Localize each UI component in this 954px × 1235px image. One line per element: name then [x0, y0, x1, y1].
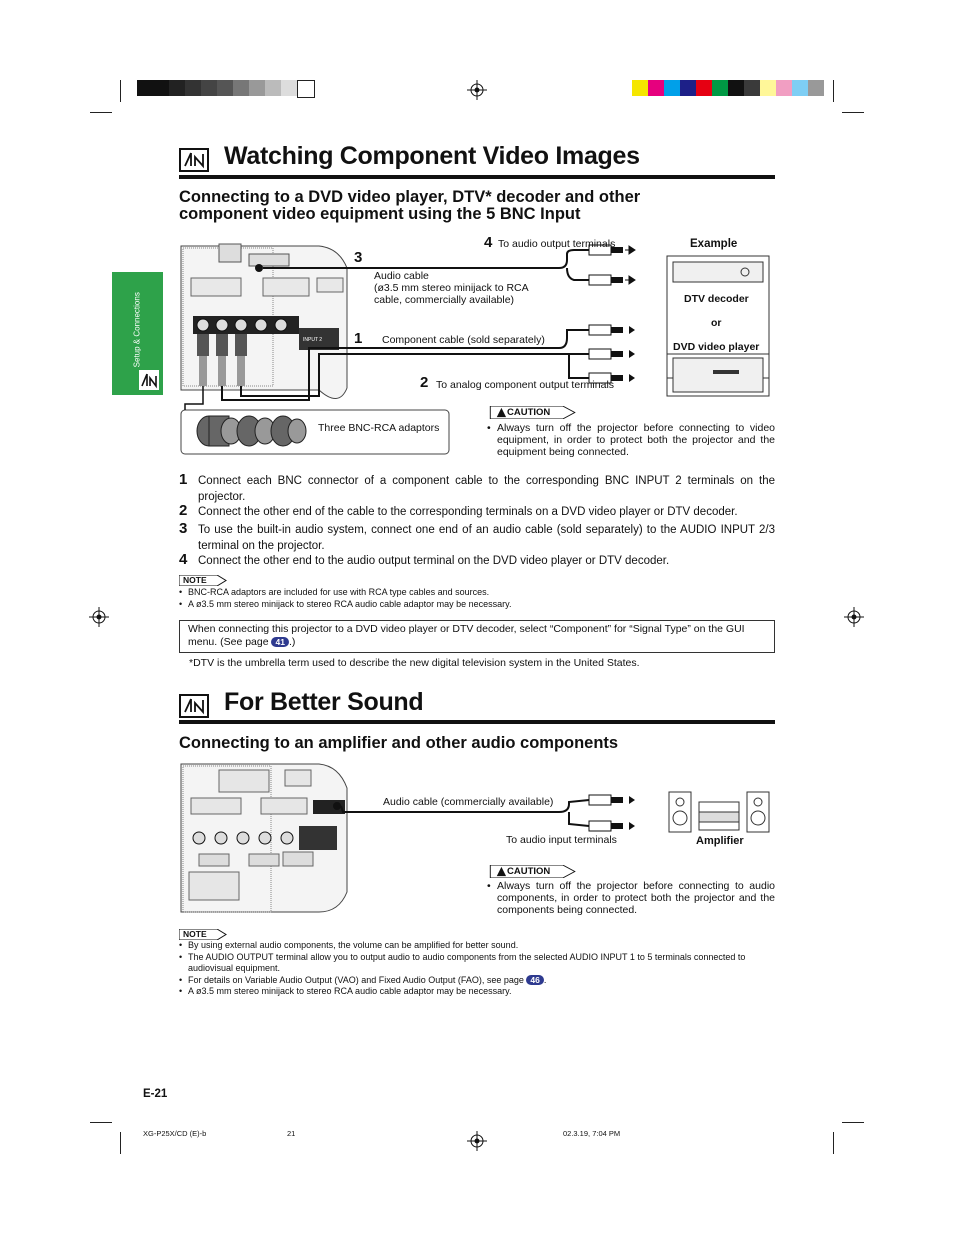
page-reference-link[interactable]: 46 [526, 975, 543, 985]
note-item: • For details on Variable Audio Output (VAO) and Fixed Audio Output (FAO), see page 46 . [179, 974, 547, 985]
step-number: 2 [179, 502, 188, 519]
side-tab-label: Setup & Connections [132, 292, 142, 368]
note-item: • A ø3.5 mm stereo minijack to stereo RCA audio cable adaptor may be necessary. [179, 986, 512, 996]
step-text: Connect the other end to the audio output terminal on the DVD video player or DTV decoder. [198, 555, 670, 567]
note-item: • The AUDIO OUTPUT terminal allow you to output audio to audio components from the selected AUDIO INPUT 1 to 5 terminals connected to audiovisual equipment. [179, 951, 746, 973]
note-list [179, 940, 775, 998]
diagram-label: Amplifier [696, 835, 744, 847]
caution-label: CAUTION [507, 407, 551, 418]
callout-number: 3 [354, 249, 363, 266]
crop-mark [90, 1122, 112, 1123]
diagram-label: Component cable (sold separately) [382, 334, 545, 346]
crop-mark [833, 1132, 834, 1154]
info-text: menu. (See page 41 .) [188, 636, 296, 648]
step-number: 3 [179, 520, 188, 537]
color-registration-bar [632, 80, 824, 96]
diagram-label: To audio output terminals [498, 238, 616, 250]
crop-mark [90, 112, 112, 113]
step-number: 1 [179, 471, 188, 488]
callout-number: 2 [420, 374, 429, 391]
diagram-label: DTV decoder [684, 293, 749, 305]
diagram-label: To audio input terminals [506, 834, 617, 846]
diagram-label: Audio cable [374, 270, 429, 282]
info-box [179, 620, 775, 653]
title-rule [179, 720, 775, 724]
connection-icon [179, 694, 209, 718]
diagram-label: DVD video player [673, 341, 760, 353]
diagram-label: or [711, 317, 722, 329]
connection-icon [139, 370, 159, 390]
title-rule [179, 175, 775, 179]
diagram-label: (ø3.5 mm stereo minijack to RCA [374, 282, 529, 294]
connection-icon [179, 148, 209, 172]
diagram-label: cable, commercially available) [374, 294, 515, 306]
footer-sheet-number: 21 [287, 1129, 296, 1138]
registration-target-icon [844, 607, 864, 627]
grayscale-registration-bar [137, 80, 315, 96]
step-text: To use the built-in audio system, connect one end of an audio cable (sold separately) to the AUDIO INPUT 2/3 terminal on the projector. [198, 524, 775, 552]
page-number: E-21 [143, 1088, 168, 1100]
note-label: NOTE [183, 929, 207, 939]
diagram-label: To analog component output terminals [436, 379, 615, 391]
note-item: • A ø3.5 mm stereo minijack to stereo RCA audio cable adaptor may be necessary. [179, 598, 512, 609]
section-title: For Better Sound [224, 688, 424, 716]
caution-text: • Always turn off the projector before connecting to audio components, in order to protect both the projector and the components being connected. [487, 880, 775, 916]
diagram-label: Example [690, 238, 738, 250]
side-tab [112, 272, 163, 395]
note-item: • BNC-RCA adaptors are included for use with RCA type cables and sources. [179, 587, 490, 597]
crop-mark [120, 80, 121, 102]
crop-mark [120, 1132, 121, 1154]
callout-number: 1 [354, 330, 363, 347]
crop-mark [842, 112, 864, 113]
note-label: NOTE [183, 575, 207, 585]
page-title: Watching Component Video Images [224, 142, 640, 170]
step-number: 4 [179, 551, 188, 568]
caution-label: CAUTION [507, 866, 551, 877]
section-subtitle: Connecting to a DVD video player, DTV* decoder and other [179, 188, 641, 206]
crop-mark [842, 1122, 864, 1123]
step-text: Connect each BNC connector of a component cable to the corresponding BNC INPUT 2 terminals on the projector. [198, 475, 775, 503]
section-subtitle: Connecting to an amplifier and other audio components [179, 734, 619, 752]
diagram-label: Audio cable (commercially available) [383, 796, 554, 808]
registration-target-icon [467, 1131, 487, 1151]
footnote: *DTV is the umbrella term used to describe the new digital television system in the United States. [189, 657, 640, 669]
registration-target-icon [467, 80, 487, 100]
caution-text: • Always turn off the projector before connecting to video equipment, in order to protect both the projector and the equipment being connected. [487, 422, 775, 458]
svg-text:INPUT 2: INPUT 2 [303, 337, 323, 343]
footer-timestamp: 02.3.19, 7:04 PM [563, 1129, 621, 1138]
step-text: Connect the other end of the cable to the corresponding terminals on a DVD video player or DTV decoder. [198, 506, 738, 518]
footer-filename: XG-P25X/CD (E)-b [143, 1129, 207, 1138]
callout-number: 4 [484, 234, 493, 251]
diagram-label: Three BNC-RCA adaptors [318, 422, 440, 434]
note-item: • By using external audio components, the volume can be amplified for better sound. [179, 940, 519, 950]
page-reference-link[interactable]: 41 [271, 637, 288, 647]
info-text: When connecting this projector to a DVD video player or DTV decoder, select “Component” for “Signal Type” on the GUI [188, 623, 745, 635]
registration-target-icon [89, 607, 109, 627]
crop-mark [833, 80, 834, 102]
note-list [179, 587, 775, 610]
section-subtitle: component video equipment using the 5 BNC Input [179, 205, 581, 223]
